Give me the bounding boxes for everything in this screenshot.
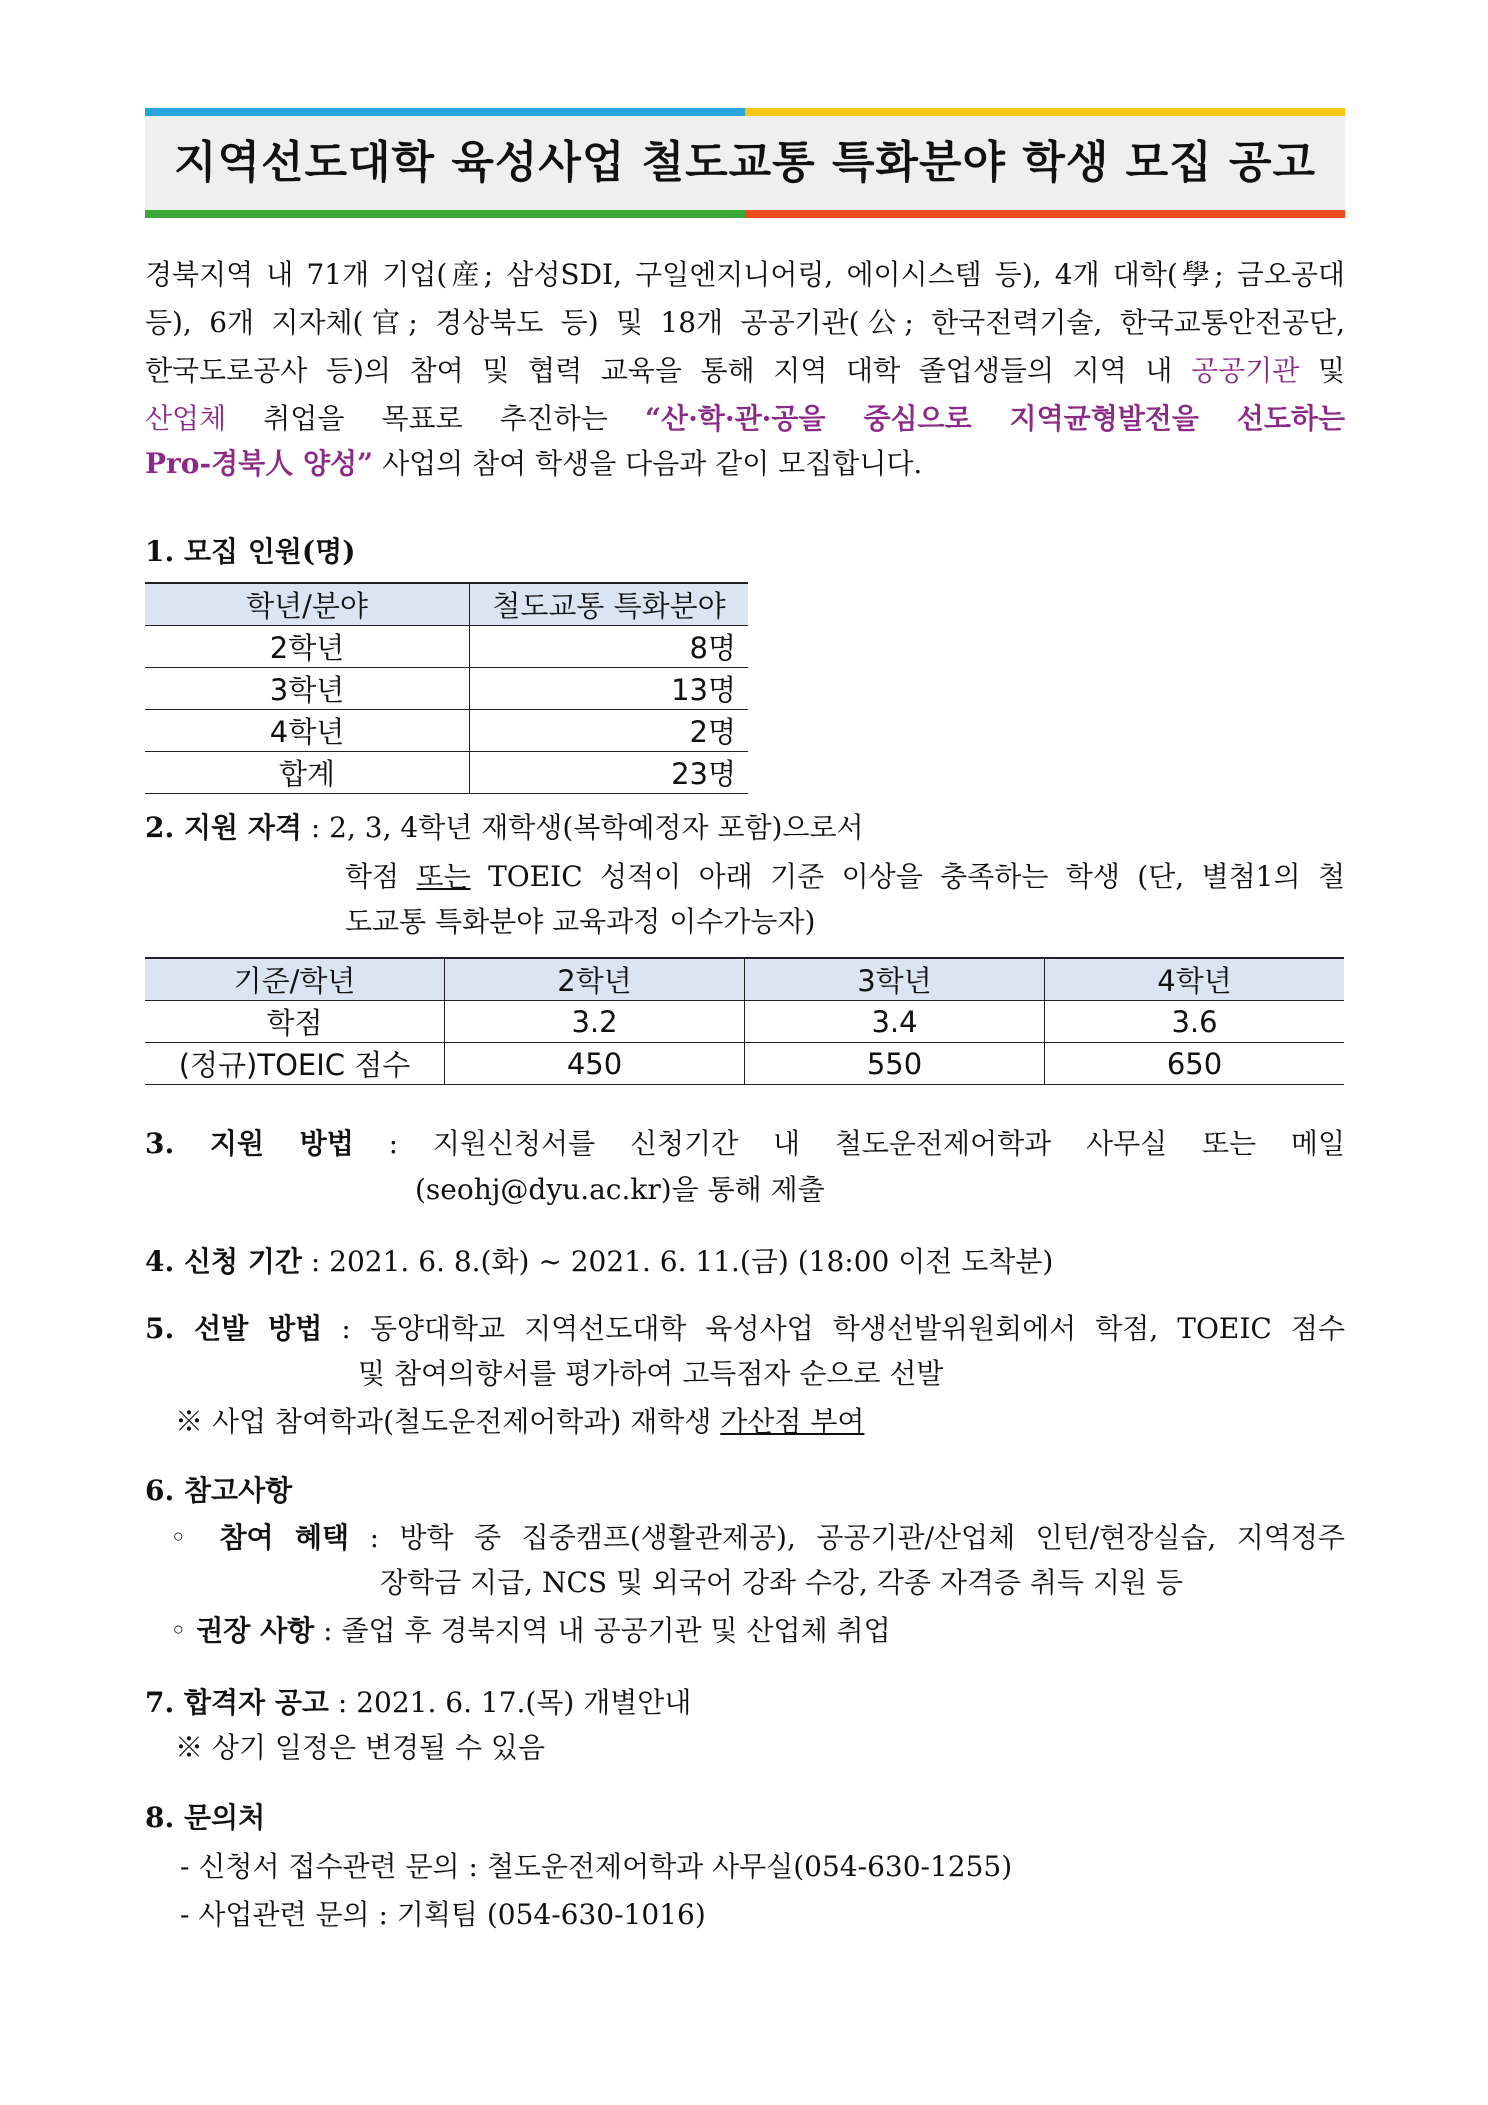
section-text: 학점	[345, 860, 400, 893]
table-cell: 3.2	[445, 1001, 745, 1043]
intro-text: 한국도로공사 등)의 참여 및 협력 교육을 통해 지역 대학 졸업생들의 지역 내	[145, 354, 1173, 387]
table-header-cell: 철도교통 특화분야	[470, 583, 749, 626]
section-6-benefit-line-2: 장학금 지급, NCS 및 외국어 강좌 수강, 각종 자격증 취득 지원 등	[380, 1566, 1183, 1599]
table-cell: 2명	[470, 710, 749, 752]
table-header-cell: 3학년	[745, 958, 1045, 1001]
section-5-line-2: 및 참여의향서를 평가하여 고득점자 순으로 선발	[358, 1357, 944, 1390]
intro-text: 사업의 참여 학생을 다음과 같이 모집합니다.	[382, 447, 923, 480]
table-cell: 3.6	[1045, 1001, 1345, 1043]
table-row	[145, 710, 748, 752]
table-cell: 8명	[470, 626, 749, 668]
section-note-underlined: 가산점 부여	[720, 1405, 865, 1438]
table-cell: 합계	[145, 752, 470, 794]
section-text: : 방학 중 집중캠프(생활관제공), 공공기관/산업체 인턴/현장실습, 지역정주	[369, 1521, 1345, 1554]
section-heading: 6. 참고사항	[145, 1474, 293, 1507]
section-text: : 지원신청서를 신청기간 내 철도운전제어학과 사무실 또는 메일	[388, 1127, 1345, 1160]
section-heading: 7. 합격자 공고	[145, 1686, 329, 1719]
table-row	[145, 1001, 1344, 1043]
intro-line-1: 경북지역 내 71개 기업(産; 삼성SDI, 구일엔지니어링, 에이시스템 등), 4개 대학(學; 금오공대	[145, 258, 1345, 291]
table-cell: 2학년	[145, 626, 470, 668]
section-3-line-1	[145, 1122, 1345, 1162]
section-heading: 2. 지원 자격	[145, 811, 302, 844]
table-cell: 학점	[145, 1001, 445, 1043]
intro-line-3	[145, 349, 1345, 389]
intro-highlight: Pro-경북人 양성”	[145, 447, 374, 480]
section-heading: 4. 신청 기간	[145, 1245, 302, 1278]
section-4-line-1	[145, 1240, 1053, 1280]
table-header-cell: 학년/분야	[145, 583, 470, 626]
table-cell: 4학년	[145, 710, 470, 752]
table-cell: 650	[1045, 1043, 1345, 1085]
section-5-note	[175, 1398, 864, 1446]
intro-text: 취업을 목표로 추진하는	[263, 402, 608, 435]
contact-line-1: - 신청서 접수관련 문의 : 철도운전제어학과 사무실(054-630-1255)	[180, 1850, 1013, 1883]
section-text: TOEIC 성적이 아래 기준 이상을 충족하는 학생 (단, 별첨1의 철	[488, 860, 1345, 893]
eligibility-table	[145, 957, 1344, 1085]
banner-bar-green	[145, 210, 745, 218]
benefit-label: ◦ 참여 혜택	[170, 1521, 350, 1554]
section-5-line-1	[145, 1307, 1345, 1347]
section-2-line-2	[345, 855, 1345, 895]
page-title: 지역선도대학 육성사업 철도교통 특화분야 학생 모집 공고	[173, 137, 1316, 188]
intro-highlight: 산업체	[145, 402, 227, 435]
table-cell: (정규)TOEIC 점수	[145, 1043, 445, 1085]
table-cell: 450	[445, 1043, 745, 1085]
table-row	[145, 668, 748, 710]
table-cell: 3학년	[145, 668, 470, 710]
table-row	[145, 626, 748, 668]
section-heading: 8. 문의처	[145, 1801, 266, 1834]
banner-bar-blue	[145, 108, 745, 116]
section-text: : 2021. 6. 17.(목) 개별안내	[337, 1686, 692, 1719]
section-heading: 5. 선발 방법	[145, 1312, 323, 1345]
table-row	[145, 1043, 1344, 1085]
title-banner	[145, 108, 1345, 218]
section-3-line-2: (seohj@dyu.ac.kr)을 통해 제출	[415, 1173, 825, 1206]
table-header-row	[145, 958, 1344, 1001]
section-6-benefit-line-1	[170, 1516, 1345, 1556]
intro-highlight: “산·학·관·공을 중심으로 지역균형발전을 선도하는	[644, 402, 1345, 435]
section-note: ※ 사업 참여학과(철도운전제어학과) 재학생	[175, 1405, 712, 1438]
section-6-heading	[145, 1469, 292, 1509]
intro-text: 및	[1317, 354, 1345, 387]
section-heading: 3. 지원 방법	[145, 1127, 354, 1160]
section-text: : 졸업 후 경북지역 내 공공기관 및 산업체 취업	[323, 1614, 891, 1647]
table-cell: 3.4	[745, 1001, 1045, 1043]
section-heading: 1. 모집 인원(명)	[145, 535, 356, 568]
table-cell: 23명	[470, 752, 749, 794]
section-7-line-1	[145, 1681, 691, 1721]
section-7-note: ※ 상기 일정은 변경될 수 있음	[175, 1731, 546, 1764]
recruit-count-table	[145, 582, 748, 794]
section-8-heading	[145, 1796, 265, 1836]
table-cell: 13명	[470, 668, 749, 710]
table-header-row	[145, 583, 748, 626]
intro-line-4	[145, 397, 1345, 437]
table-cell: 550	[745, 1043, 1045, 1085]
section-6-recommend-line	[170, 1607, 891, 1655]
table-header-cell: 2학년	[445, 958, 745, 1001]
section-text: : 2021. 6. 8.(화) ~ 2021. 6. 11.(금) (18:00 이전 도착분)	[310, 1245, 1054, 1278]
section-text: : 2, 3, 4학년 재학생(복학예정자 포함)으로서	[310, 811, 864, 844]
contact-line-2: - 사업관련 문의 : 기획팀 (054-630-1016)	[180, 1898, 706, 1931]
table-header-cell: 4학년	[1045, 958, 1345, 1001]
table-row	[145, 752, 748, 794]
section-text: : 동양대학교 지역선도대학 육성사업 학생선발위원회에서 학점, TOEIC 점수	[341, 1312, 1345, 1345]
section-1-heading	[145, 530, 355, 570]
section-2-line-3: 도교통 특화분야 교육과정 이수가능자)	[345, 905, 816, 938]
section-text-underlined: 또는	[416, 860, 471, 893]
banner-bar-yellow	[745, 108, 1345, 116]
intro-line-5	[145, 440, 922, 488]
intro-line-2: 등), 6개 지자체(官; 경상북도 등) 및 18개 공공기관(公; 한국전력기술, 한국교통안전공단,	[145, 306, 1345, 339]
recommend-label: ◦ 권장 사항	[170, 1614, 315, 1647]
intro-highlight: 공공기관	[1191, 354, 1300, 387]
table-header-cell: 기준/학년	[145, 958, 445, 1001]
banner-bar-red	[745, 210, 1345, 218]
section-2-line-1	[145, 806, 864, 846]
